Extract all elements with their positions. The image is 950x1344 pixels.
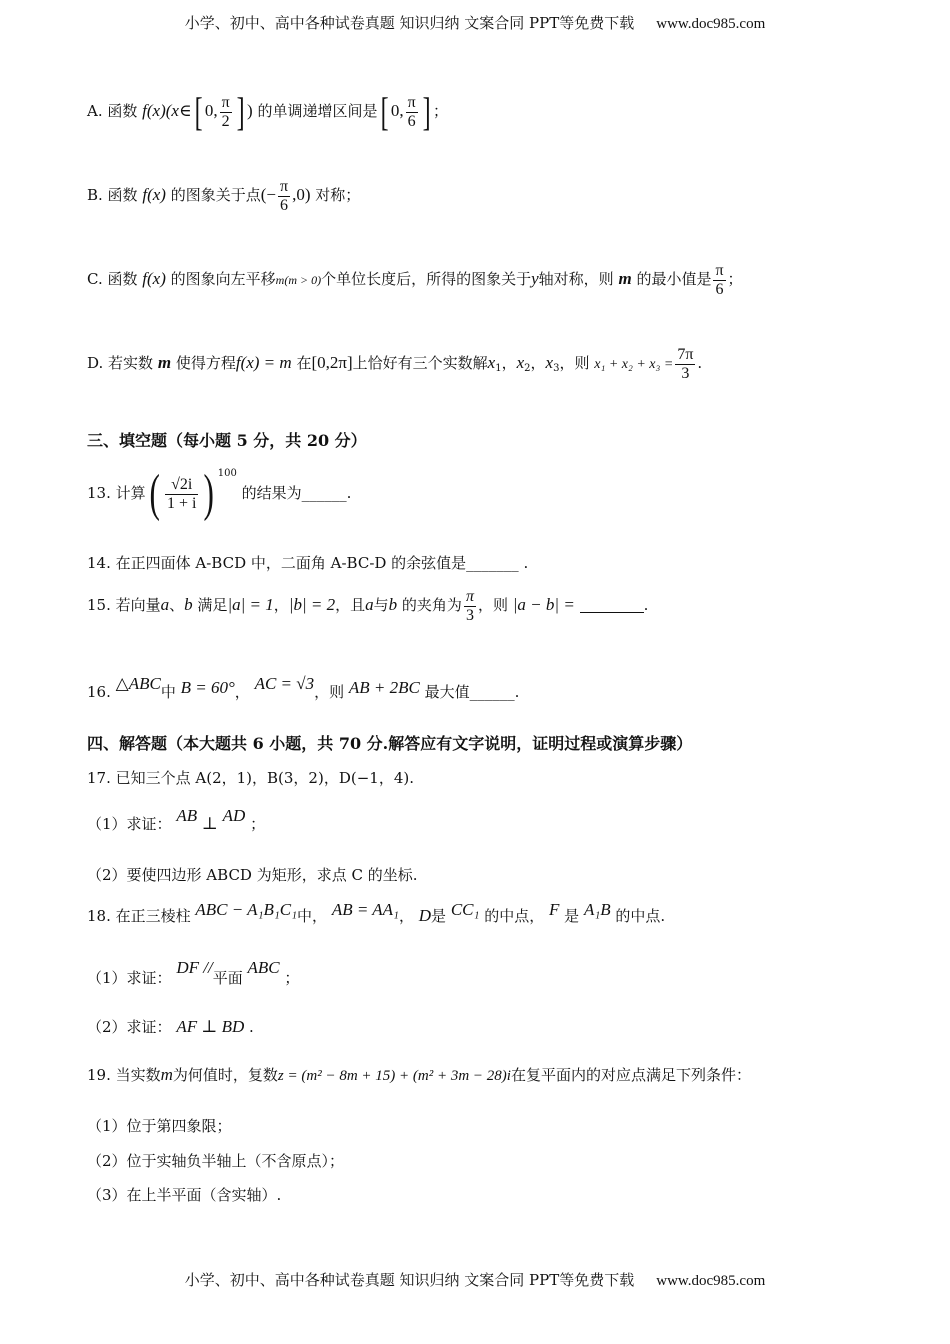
- header-site: www.doc985.com: [656, 16, 766, 32]
- option-a-domain: f(x)(x∈: [142, 101, 192, 120]
- q17-ad: AD: [222, 806, 246, 825]
- q15-end: .: [643, 596, 649, 615]
- q15-mid3: 与: [373, 596, 389, 615]
- q19-z: z = (m² − 8m + 15) + (m² + 3m − 28)i: [277, 1068, 511, 1084]
- q18-p1-end: ；: [284, 969, 300, 987]
- option-c-mid: 的图象向左平移: [170, 270, 276, 289]
- q13-exp: 100: [217, 468, 237, 479]
- option-d-mid: 使得方程: [175, 354, 236, 373]
- bracket: ]: [422, 89, 431, 134]
- option-b-tail: 对称；: [315, 186, 361, 205]
- paren: ,0): [292, 185, 311, 205]
- frac-pi-3: $\frac{\pi}{3}$: [465, 588, 474, 624]
- option-c-tail: 个单位长度后，所得的图象关于: [321, 270, 532, 289]
- option-d-sum: x₁ + x₂ + x₃ =: [594, 357, 674, 373]
- option-b-func: f(x): [142, 185, 166, 205]
- footer-site: www.doc985.com: [656, 1273, 766, 1289]
- option-c-axis: y: [531, 269, 539, 289]
- option-c-mb: m: [618, 269, 632, 289]
- q15-abs-ab: |a − b| =: [512, 595, 575, 615]
- q19-num: 19. 当实数: [87, 1066, 161, 1084]
- frac-pi-6: $\frac{\pi}{6}$: [279, 178, 289, 214]
- option-a-label: A. 函数: [87, 102, 138, 120]
- q17-perp: ⊥: [201, 814, 218, 833]
- q17-ab: AB: [176, 806, 198, 825]
- q18-part-2: [87, 1016, 254, 1037]
- q15-abs-b: |b| = 2: [288, 595, 336, 615]
- option-c-tail3: 的最小值是: [636, 270, 712, 289]
- option-d-end: .: [697, 354, 703, 373]
- option-b-mid: 的图象关于点: [170, 186, 261, 205]
- bracket: [: [380, 89, 389, 134]
- q15-mid2: ，且: [335, 596, 366, 615]
- q16-num: 16.: [87, 683, 111, 701]
- q15-b: b: [184, 595, 193, 615]
- option-d-x2: x: [516, 353, 525, 373]
- frac-sqrt2i: $\frac{√2i}{1 + i}$: [166, 475, 197, 512]
- question-15: 15. 若向量a、b 满足|a| = 1，|b| = 2，且a与b 的夹角为 $\frac{\pi}{3}$ ，则 |a − b| = .: [87, 588, 649, 624]
- q17-part-2: （2）要使四边形 ABCD 为矩形，求点 C 的坐标.: [87, 866, 418, 884]
- option-a-tail: 的单调递增区间是: [257, 102, 378, 120]
- q18-p2: （2）求证：: [87, 1018, 172, 1036]
- option-c-func: f(x): [142, 269, 166, 289]
- option-c-end: ；: [727, 270, 743, 289]
- page-footer: [0, 1269, 950, 1290]
- option-d-x3: x: [545, 353, 554, 373]
- question-14: 14. 在正四面体 A-BCD 中，二面角 A-BC-D 的余弦值是_______ .: [87, 554, 529, 572]
- bracket: ]: [236, 89, 245, 134]
- q18-mid2: 的中点，: [484, 907, 545, 925]
- q19-m: m: [160, 1065, 173, 1084]
- page-header: [0, 12, 950, 33]
- option-a-end: ；: [432, 102, 448, 120]
- q16-mid: 中: [160, 683, 176, 701]
- q18-abc: ABC: [247, 958, 280, 977]
- q18-tail: 的中点.: [615, 907, 666, 925]
- q15-b2: b: [388, 595, 398, 615]
- q13-num: 13. 计算: [87, 484, 146, 502]
- q18-perp: AF ⊥ BD: [176, 1017, 245, 1036]
- q18-is: 是: [431, 907, 447, 925]
- option-d: D. 若实数 m 使得方程f(x) = m 在[0,2π]上恰好有三个实数解$x_1$，$x_2$，$x_3$，则 x₁ + x₂ + x₃ = $\frac{7\pi}{3}$ .: [87, 346, 703, 382]
- q16-tail: 最大值______.: [424, 683, 520, 701]
- frac-pi-2: $\frac{\pi}{2}$: [221, 93, 230, 130]
- paren: (: [149, 465, 160, 522]
- question-16: 16. △ABC中 B = 60°， AC = √3，则 AB + 2BC 最大值______.: [87, 674, 520, 701]
- q18-plane: 平面: [212, 969, 243, 987]
- frac-pi-6: $\frac{\pi}{6}$: [407, 93, 416, 130]
- q18-num: 18. 在正三棱柱: [87, 907, 191, 925]
- q13-tail: 的结果为______.: [241, 484, 352, 502]
- section-4-title: 四、解答题（本大题共 6 小题，共 70 分.解答应有文字说明，证明过程或演算步骤）: [87, 734, 693, 753]
- option-d-eq: f(x) = m: [235, 353, 292, 373]
- option-b: [87, 178, 360, 214]
- option-c-label: C. 函数: [87, 270, 138, 289]
- bracket: [: [194, 89, 203, 134]
- q18-d: D: [418, 906, 432, 925]
- num: 0,: [390, 101, 404, 120]
- q18-f: F: [548, 900, 560, 919]
- q18-prism: ABC − A₁B₁C₁: [195, 900, 298, 919]
- num: 0,: [204, 101, 218, 120]
- q15-then: ，则: [477, 596, 508, 615]
- paren: ): [203, 465, 215, 522]
- q15-mid: 满足: [197, 596, 228, 615]
- header-text: 小学、初中、高中各种试卷真题 知识归纳 文案合同 PPT等免费下载: [184, 14, 635, 32]
- q16-side: AC = √3: [254, 674, 315, 693]
- q19-mid: 为何值时，复数: [172, 1066, 278, 1084]
- option-a: [87, 89, 448, 134]
- footer-text: 小学、初中、高中各种试卷真题 知识归纳 文案合同 PPT等免费下载: [184, 1271, 635, 1289]
- q17-p1: （1）求证：: [87, 815, 172, 833]
- question-19: [87, 1064, 751, 1085]
- question-18: 18. 在正三棱柱 ABC − A₁B₁C₁中， AB = AA₁， D是 CC₁ 的中点， F 是 A₁B 的中点.: [87, 900, 666, 925]
- q15-mid4: 的夹角为: [401, 596, 462, 615]
- question-13: [87, 465, 352, 522]
- q18-df: DF //: [176, 958, 213, 977]
- option-d-x1: x: [487, 353, 496, 373]
- option-d-label: D. 若实数: [87, 354, 154, 373]
- q18-mid: 中，: [297, 907, 328, 925]
- option-c: [87, 262, 743, 298]
- q15-a: a: [160, 595, 170, 615]
- q19-tail: 在复平面内的对应点满足下列条件：: [510, 1066, 751, 1084]
- question-17: 17. 已知三个点 A(2，1)，B(3，2)，D(−1，4).: [87, 769, 414, 787]
- q19-cond-3: （3）在上半平面（含实轴）.: [87, 1186, 282, 1204]
- q16-expr: AB + 2BC: [348, 678, 420, 697]
- q18-cc: CC₁: [450, 900, 480, 919]
- paren: ): [247, 101, 253, 120]
- q17-p1-end: ；: [250, 815, 266, 833]
- q18-p2-end: .: [249, 1018, 254, 1036]
- q15-abs-a: |a| = 1: [227, 595, 274, 615]
- frac-7pi-3: $\frac{7\pi}{3}$: [677, 346, 694, 382]
- q18-part-1: [87, 958, 299, 988]
- q19-cond-1: （1）位于第四象限；: [87, 1117, 232, 1135]
- section-3-title: 三、填空题（每小题 5 分，共 20 分）: [87, 431, 367, 450]
- q19-cond-2: （2）位于实轴负半轴上（不含原点）；: [87, 1152, 345, 1170]
- q18-ab: A₁B: [583, 900, 611, 919]
- option-d-mb: m: [157, 353, 172, 373]
- paren: (−: [260, 185, 276, 205]
- option-d-interval: [0,2π]: [311, 353, 353, 373]
- option-b-label: B. 函数: [87, 186, 138, 205]
- q16-then: ，则: [314, 683, 345, 701]
- q18-eq: AB = AA₁: [331, 900, 399, 919]
- option-d-mid3: 上恰好有三个实数解: [352, 354, 488, 373]
- q16-angle: B = 60°: [180, 678, 235, 697]
- q15-sep: 、: [169, 596, 185, 615]
- q16-triangle: △ABC: [115, 674, 161, 693]
- option-c-tail2: 轴对称，则: [538, 270, 614, 289]
- option-d-then: ，则: [559, 354, 590, 373]
- q15-num: 15. 若向量: [87, 596, 161, 615]
- option-d-mid2: 在: [296, 354, 312, 373]
- answer-blank: [580, 597, 644, 613]
- q18-p1: （1）求证：: [87, 969, 172, 987]
- option-c-m: m(m > 0): [275, 273, 322, 288]
- q18-is2: 是: [564, 907, 580, 925]
- frac-pi-6: $\frac{\pi}{6}$: [715, 262, 724, 298]
- q15-a2: a: [365, 595, 374, 615]
- q17-part-1: [87, 806, 265, 834]
